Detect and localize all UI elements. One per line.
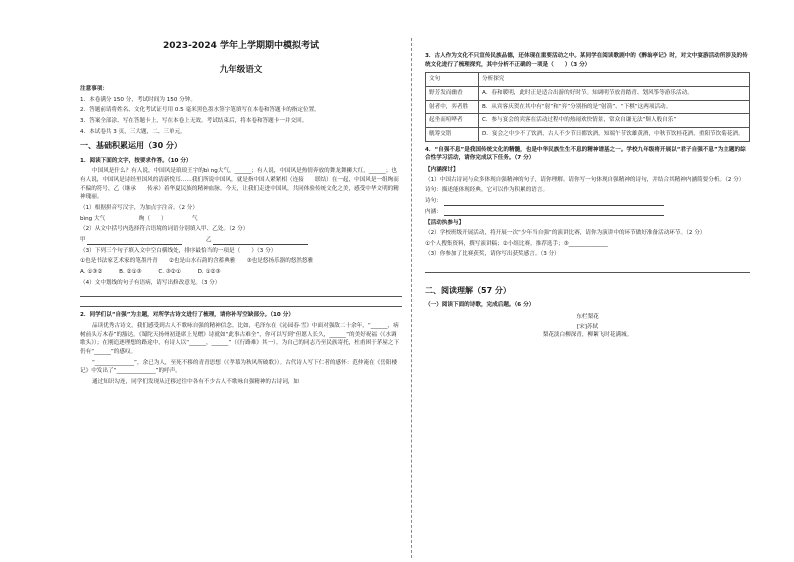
poem-line: 梨花淡白柳深青，柳絮飞时花满城。 — [542, 332, 633, 339]
table-cell: 射者中，弈者胜 — [426, 100, 479, 114]
answer-line[interactable] — [80, 301, 402, 307]
column-divider — [411, 38, 412, 558]
answer-blank[interactable] — [87, 238, 182, 245]
task-tag: 【活动执参与】 — [425, 220, 465, 227]
exam-title: 2023-2024 学年上学期期中模拟考试 — [163, 41, 319, 51]
sub-question: （3）你参加了比赛获奖，请你写出获奖感言。（3 分） — [425, 251, 560, 258]
label-jia: 甲 — [80, 237, 86, 244]
sub-question: （2）从文中括号内选择符合语境的词语分别填入甲、乙处。（2 分） — [80, 226, 249, 233]
answer-blank[interactable] — [213, 238, 308, 245]
sub-question: （1）中国古诗词与众多体现自强精神的句子，请你理解。请你写一句体现自强精神的诗句，并结合其精神内涵简要分析。（2 分） — [425, 176, 745, 183]
neihan-line — [425, 208, 750, 217]
passage-paragraph: 通过知识勾连，同学们发现从迁移过往中各有不少古人不歌咏自强精神的古诗词，如 — [92, 378, 299, 385]
table-cell: C．参与宴会的宾客在活动过程中的热闹欢快情景，常众自谦无法“颓人般自乐” — [479, 114, 750, 128]
table-header-row — [426, 73, 750, 87]
passage-paragraph: “______________”，余已为人，至死不移的青青思想（《孝慕为秋风所破歌》）。古代诗人写下仁者的感怀：范仲淹在《岳阳楼记》中发出了“______________”的呼声。 — [80, 359, 398, 375]
table-cell: 起坐而喧哗者 — [426, 114, 479, 128]
notice-item: 4．本试卷共 3 页，三大题，二、三单元。 — [80, 128, 186, 135]
task-tag: 【内涵探讨】 — [425, 166, 459, 173]
notice-item: 3．答案全部涂、写在答题卡上，写在本卷上无效。考试结束后，将本卷和答题卡一并交回。 — [80, 118, 308, 125]
sub-question: （3）下列三个句子填入文中空白横线处，排序最恰当的一项是（ ）（3 分） — [80, 247, 277, 254]
table-row — [426, 86, 750, 100]
instruction: 诗句：描述能体现经典，它可以作为积累的语言。 — [425, 187, 549, 194]
table-cell: A．春和暖明，此时正是适合出游的好时节。知调明节放青踏青、划风筝等游乐活动。 — [479, 86, 750, 100]
table-header: 文句 — [426, 73, 479, 87]
sub-question: （2）学校班级开展活动，将开展一次“少年当自强”的演讲比赛，请你为演讲中的环节做好准备活动环节。（2 分） — [425, 229, 706, 236]
shiju-line — [425, 197, 750, 206]
question-1: 1．阅读下面的文字，按要求作答。（10 分） — [80, 157, 192, 164]
exam-subtitle: 九年级语文 — [219, 64, 263, 75]
section-heading: 二、阅读理解（57 分） — [425, 285, 511, 295]
answer-blank[interactable] — [444, 199, 664, 206]
passage-paragraph: 中国风是什么？有人说，中国风是琅琅王宇的bì ng大气，______；有人说，中国风是热情奔放的舞龙舞狮大红，______；也有人说，中国风是诗经里国风的清新悦耳……我们所说中国风，就是指中国人紧紧相（连接 联结）在一起，中国风是一组绚而不偏的符号，乙（继承 传承）着华夏民族的精神血脉。今天，让我们走进中国风，共同体验传统文化之美，感受中华文明的精神瑰丽。 — [80, 168, 399, 201]
answer-line[interactable] — [425, 267, 750, 273]
passage-paragraph: 品读优秀古诗文，我们感受到古人不歌咏自强的精神信念。比如，毛泽东在《沁园春·雪》中面对强敌二十余年，“______，病树前头万木春”的豁达。《蜀陀天扬州初逢席上见赠》诗就如“此事古难全”，你可以写到“但愿人长久，______”的美好祝福（《水调歌头》）；在刚追逐理想的路途中，有诗人以“______，______”（《行路难》其一）。为自己的同志乃至民族寄托，杜甫困于茅屋之下仍有“______”的感叹。 — [80, 322, 400, 355]
table-cell: D．宴会之中少不了饮酒，古人不少节日都饮酒，知端午节饮雄黄酒，中秋节饮桂花酒，重阳节饮菊花酒。 — [479, 127, 750, 141]
poem-author: [宋]苏轼 — [576, 323, 599, 330]
table-row — [426, 100, 750, 114]
sub-question: （4）文中划线的句子有语病，请写出修改意见。（3 分） — [80, 279, 221, 286]
notice-item: 2．答题前请将姓名、文化考试证号用 0.5 毫米黑色墨水签字笔填写在本卷和答题卡的指定位置。 — [80, 107, 320, 114]
right-column — [425, 48, 750, 340]
section-heading: 一、基础积累运用（30 分） — [80, 141, 182, 151]
table-cell: 野芳发而幽香 — [426, 86, 479, 100]
table-row — [426, 127, 750, 141]
pinyin-answer-line: bìng 大气 绚（ ） 气 — [80, 215, 198, 222]
question-3: 3．古人作为文化不只宣传民族品德，还体现在重要活动之中。某同学在阅读歌剧中的《醉翁亭记》时，对文中宴游活动所涉及的传统文化进行了梳理探究，其中分析不正确的一项是（ ）（3 分） — [425, 53, 748, 68]
question-4: 4．“自强不息”是我国传统文化的精髓，也是中华民族生生不息的精神谱基之一。学校九年级将开展以“君子自强不息”为主题的综合性学习活动，请你完成以下任务。（7 分） — [425, 146, 746, 162]
steps-line: ①个人搜集资料，撰写演讲稿；②小组比赛，推荐选手；③______________ — [425, 240, 608, 247]
left-column — [80, 36, 402, 389]
reading-subheading: （一）阅读下面的诗歌，完成后题。（6 分） — [425, 302, 535, 309]
notice-heading: 注意事项： — [80, 86, 108, 93]
question-2: 2．同学们以“自强”为主题，对所学古诗文进行了梳理，请你补写空缺部分。（10 分） — [80, 312, 294, 319]
analysis-table — [425, 72, 750, 141]
sub-question: （1）根据拼音写汉字，为加点字注音。（2 分） — [80, 205, 198, 212]
multiple-choice: A. ①③② B. ②①③ C. ③②① D. ①②③ — [80, 269, 221, 275]
label-shiju: 诗句： — [425, 197, 442, 204]
table-cell: B．从宾客庆贺在其中有“射”和“弈”分别指的是“射箭”、“下棋”这两项活动。 — [479, 100, 750, 114]
option-sentences: ①也是书法家艺术家的笔墨丹青 ②也是山水石韵的含蓄典雅 ③也是悠扬乐器的悠然悠雅 — [80, 258, 314, 265]
answer-blank[interactable] — [444, 209, 664, 216]
answer-line[interactable] — [80, 291, 402, 297]
poem-title: 东栏梨花 — [576, 313, 599, 320]
table-cell: 觥筹交错 — [426, 127, 479, 141]
label-neihan: 内涵： — [425, 208, 442, 215]
table-header: 分析探究 — [479, 73, 750, 87]
label-yi: 乙 — [205, 237, 212, 244]
answer-line-jia-yi — [80, 236, 402, 245]
table-row — [426, 114, 750, 128]
notice-item: 1．本卷满分 150 分，考试时间为 150 分钟。 — [80, 96, 196, 103]
